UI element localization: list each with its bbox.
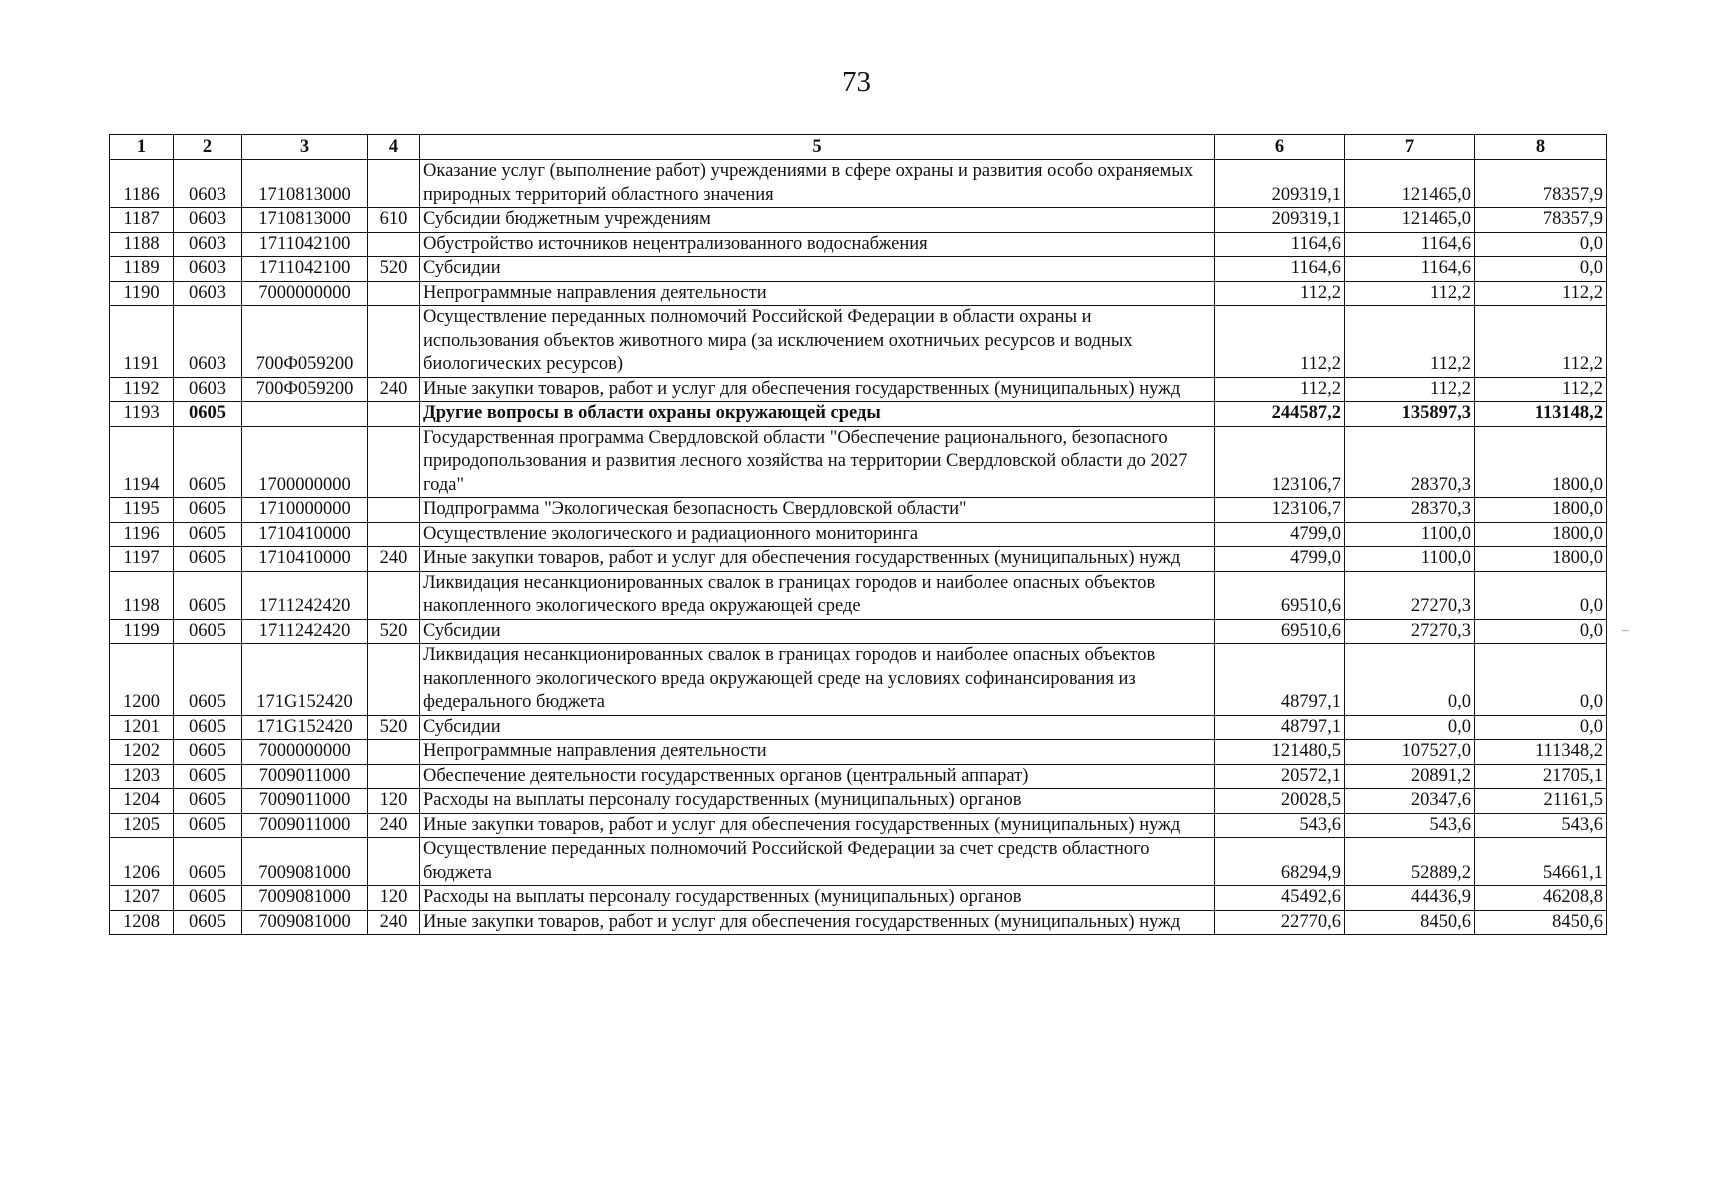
item-name-cell: Непрограммные направления деятельности: [420, 281, 1215, 306]
col-header-7: 7: [1345, 135, 1475, 160]
amount-col7-cell: 20347,6: [1345, 789, 1475, 814]
header-row: [110, 135, 1607, 160]
amount-col8-cell: 8450,6: [1475, 910, 1607, 935]
target-code-cell: 1710813000: [242, 160, 368, 208]
amount-col6-cell: 48797,1: [1215, 715, 1345, 740]
row-number-cell: 1202: [110, 740, 174, 765]
item-name-cell: Осуществление экологического и радиационного мониторинга: [420, 522, 1215, 547]
target-code-cell: 1700000000: [242, 426, 368, 498]
amount-col6-cell: 48797,1: [1215, 644, 1345, 716]
row-number-cell: 1187: [110, 208, 174, 233]
col-header-1: 1: [110, 135, 174, 160]
table-row: [110, 838, 1607, 886]
expense-type-cell: 610: [368, 208, 420, 233]
section-code-cell: 0605: [174, 402, 242, 427]
item-name-cell: Субсидии: [420, 715, 1215, 740]
amount-col6-cell: 112,2: [1215, 281, 1345, 306]
amount-col6-cell: 20572,1: [1215, 764, 1345, 789]
target-code-cell: 1711242420: [242, 571, 368, 619]
expense-type-cell: [368, 426, 420, 498]
item-name-cell: Обустройство источников нецентрализованного водоснабжения: [420, 232, 1215, 257]
item-name-cell: Другие вопросы в области охраны окружающей среды: [420, 402, 1215, 427]
row-number-cell: 1196: [110, 522, 174, 547]
row-number-cell: 1190: [110, 281, 174, 306]
table-row: [110, 789, 1607, 814]
amount-col6-cell: 123106,7: [1215, 498, 1345, 523]
item-name-cell: Субсидии: [420, 257, 1215, 282]
col-header-6: 6: [1215, 135, 1345, 160]
item-name-cell: Осуществление переданных полномочий Российской Федерации в области охраны и использования объектов животного мира (за исключением охотничьих ресурсов и водных биологических ресурсов): [420, 306, 1215, 378]
amount-col7-cell: 112,2: [1345, 281, 1475, 306]
target-code-cell: 1710410000: [242, 522, 368, 547]
table-row: [110, 910, 1607, 935]
section-code-cell: 0605: [174, 547, 242, 572]
row-number-cell: 1193: [110, 402, 174, 427]
amount-col8-cell: 0,0: [1475, 644, 1607, 716]
table-row: [110, 257, 1607, 282]
section-code-cell: 0603: [174, 257, 242, 282]
section-code-cell: 0605: [174, 644, 242, 716]
amount-col6-cell: 20028,5: [1215, 789, 1345, 814]
row-number-cell: 1186: [110, 160, 174, 208]
expense-type-cell: 520: [368, 619, 420, 644]
amount-col6-cell: 112,2: [1215, 377, 1345, 402]
amount-col6-cell: 121480,5: [1215, 740, 1345, 765]
expense-type-cell: [368, 160, 420, 208]
target-code-cell: 1710410000: [242, 547, 368, 572]
amount-col6-cell: 1164,6: [1215, 232, 1345, 257]
expense-type-cell: 240: [368, 377, 420, 402]
amount-col7-cell: 121465,0: [1345, 160, 1475, 208]
amount-col7-cell: 28370,3: [1345, 498, 1475, 523]
section-code-cell: 0605: [174, 813, 242, 838]
table-row: [110, 571, 1607, 619]
amount-col6-cell: 69510,6: [1215, 619, 1345, 644]
item-name-cell: Иные закупки товаров, работ и услуг для обеспечения государственных (муниципальных) нужд: [420, 910, 1215, 935]
section-code-cell: 0605: [174, 715, 242, 740]
amount-col8-cell: 0,0: [1475, 619, 1607, 644]
section-code-cell: 0605: [174, 571, 242, 619]
col-header-8: 8: [1475, 135, 1607, 160]
item-name-cell: Ликвидация несанкционированных свалок в границах городов и наиболее опасных объектов накопленного экологического вреда окружающей среде на условиях софинансирования из федерального бюджета: [420, 644, 1215, 716]
item-name-cell: Непрограммные направления деятельности: [420, 740, 1215, 765]
expense-type-cell: 120: [368, 886, 420, 911]
amount-col7-cell: 0,0: [1345, 644, 1475, 716]
amount-col7-cell: 1164,6: [1345, 257, 1475, 282]
amount-col6-cell: 1164,6: [1215, 257, 1345, 282]
row-number-cell: 1206: [110, 838, 174, 886]
target-code-cell: [242, 402, 368, 427]
amount-col6-cell: 112,2: [1215, 306, 1345, 378]
budget-table: [109, 134, 1607, 935]
section-code-cell: 0605: [174, 886, 242, 911]
expense-type-cell: [368, 740, 420, 765]
expense-type-cell: [368, 281, 420, 306]
section-code-cell: 0605: [174, 619, 242, 644]
expense-type-cell: [368, 498, 420, 523]
section-code-cell: 0605: [174, 740, 242, 765]
table-row: [110, 813, 1607, 838]
item-name-cell: Иные закупки товаров, работ и услуг для обеспечения государственных (муниципальных) нужд: [420, 377, 1215, 402]
table-row: [110, 886, 1607, 911]
target-code-cell: 7000000000: [242, 281, 368, 306]
expense-type-cell: [368, 838, 420, 886]
amount-col8-cell: 1800,0: [1475, 522, 1607, 547]
amount-col7-cell: 8450,6: [1345, 910, 1475, 935]
amount-col8-cell: 0,0: [1475, 232, 1607, 257]
target-code-cell: 1711042100: [242, 257, 368, 282]
amount-col8-cell: 78357,9: [1475, 160, 1607, 208]
target-code-cell: 7009081000: [242, 886, 368, 911]
row-number-cell: 1199: [110, 619, 174, 644]
target-code-cell: 7009011000: [242, 813, 368, 838]
amount-col8-cell: 111348,2: [1475, 740, 1607, 765]
table-row: [110, 740, 1607, 765]
expense-type-cell: [368, 522, 420, 547]
item-name-cell: Ликвидация несанкционированных свалок в границах городов и наиболее опасных объектов накопленного экологического вреда окружающей среде: [420, 571, 1215, 619]
item-name-cell: Субсидии: [420, 619, 1215, 644]
section-code-cell: 0605: [174, 789, 242, 814]
amount-col7-cell: 121465,0: [1345, 208, 1475, 233]
amount-col7-cell: 20891,2: [1345, 764, 1475, 789]
expense-type-cell: 240: [368, 910, 420, 935]
target-code-cell: 700Ф059200: [242, 306, 368, 378]
amount-col6-cell: 209319,1: [1215, 208, 1345, 233]
row-number-cell: 1200: [110, 644, 174, 716]
row-number-cell: 1205: [110, 813, 174, 838]
scan-mark: –: [1622, 622, 1629, 637]
section-code-cell: 0603: [174, 208, 242, 233]
target-code-cell: 171G152420: [242, 715, 368, 740]
amount-col8-cell: 1800,0: [1475, 547, 1607, 572]
amount-col8-cell: 543,6: [1475, 813, 1607, 838]
expense-type-cell: [368, 402, 420, 427]
table-row: [110, 715, 1607, 740]
target-code-cell: 1711042100: [242, 232, 368, 257]
section-code-cell: 0603: [174, 281, 242, 306]
target-code-cell: 700Ф059200: [242, 377, 368, 402]
expense-type-cell: [368, 571, 420, 619]
amount-col7-cell: 27270,3: [1345, 571, 1475, 619]
row-number-cell: 1194: [110, 426, 174, 498]
target-code-cell: 1711242420: [242, 619, 368, 644]
row-number-cell: 1203: [110, 764, 174, 789]
amount-col7-cell: 1164,6: [1345, 232, 1475, 257]
target-code-cell: 171G152420: [242, 644, 368, 716]
row-number-cell: 1188: [110, 232, 174, 257]
col-header-5: 5: [420, 135, 1215, 160]
amount-col8-cell: 112,2: [1475, 377, 1607, 402]
amount-col6-cell: 4799,0: [1215, 522, 1345, 547]
col-header-4: 4: [368, 135, 420, 160]
table-row: [110, 306, 1607, 378]
amount-col7-cell: 1100,0: [1345, 547, 1475, 572]
expense-type-cell: 240: [368, 547, 420, 572]
expense-type-cell: [368, 306, 420, 378]
amount-col7-cell: 44436,9: [1345, 886, 1475, 911]
amount-col6-cell: 4799,0: [1215, 547, 1345, 572]
section-code-cell: 0605: [174, 522, 242, 547]
row-number-cell: 1192: [110, 377, 174, 402]
section-code-cell: 0603: [174, 377, 242, 402]
table-row: [110, 232, 1607, 257]
item-name-cell: Расходы на выплаты персоналу государственных (муниципальных) органов: [420, 789, 1215, 814]
amount-col8-cell: 0,0: [1475, 571, 1607, 619]
amount-col8-cell: 46208,8: [1475, 886, 1607, 911]
target-code-cell: 7009011000: [242, 789, 368, 814]
item-name-cell: Иные закупки товаров, работ и услуг для обеспечения государственных (муниципальных) нужд: [420, 813, 1215, 838]
col-header-3: 3: [242, 135, 368, 160]
amount-col8-cell: 78357,9: [1475, 208, 1607, 233]
target-code-cell: 7000000000: [242, 740, 368, 765]
item-name-cell: Иные закупки товаров, работ и услуг для обеспечения государственных (муниципальных) нужд: [420, 547, 1215, 572]
amount-col7-cell: 135897,3: [1345, 402, 1475, 427]
amount-col8-cell: 112,2: [1475, 306, 1607, 378]
expense-type-cell: [368, 764, 420, 789]
amount-col6-cell: 123106,7: [1215, 426, 1345, 498]
table-row: [110, 764, 1607, 789]
amount-col6-cell: 22770,6: [1215, 910, 1345, 935]
table-row: [110, 426, 1607, 498]
row-number-cell: 1201: [110, 715, 174, 740]
amount-col7-cell: 112,2: [1345, 377, 1475, 402]
target-code-cell: 1710000000: [242, 498, 368, 523]
amount-col8-cell: 112,2: [1475, 281, 1607, 306]
expense-type-cell: 240: [368, 813, 420, 838]
table-body: [110, 160, 1607, 935]
expense-type-cell: 520: [368, 715, 420, 740]
row-number-cell: 1204: [110, 789, 174, 814]
amount-col7-cell: 112,2: [1345, 306, 1475, 378]
section-code-cell: 0603: [174, 232, 242, 257]
amount-col6-cell: 543,6: [1215, 813, 1345, 838]
target-code-cell: 7009011000: [242, 764, 368, 789]
target-code-cell: 7009081000: [242, 838, 368, 886]
section-code-cell: 0605: [174, 838, 242, 886]
item-name-cell: Осуществление переданных полномочий Российской Федерации за счет средств областного бюджета: [420, 838, 1215, 886]
section-code-cell: 0605: [174, 910, 242, 935]
amount-col7-cell: 543,6: [1345, 813, 1475, 838]
page-number: 73: [842, 66, 871, 98]
amount-col7-cell: 27270,3: [1345, 619, 1475, 644]
table-row: [110, 402, 1607, 427]
amount-col6-cell: 209319,1: [1215, 160, 1345, 208]
item-name-cell: Обеспечение деятельности государственных органов (центральный аппарат): [420, 764, 1215, 789]
item-name-cell: Оказание услуг (выполнение работ) учреждениями в сфере охраны и развития особо охраняемых природных территорий областного значения: [420, 160, 1215, 208]
table-row: [110, 377, 1607, 402]
table-row: [110, 498, 1607, 523]
item-name-cell: Подпрограмма "Экологическая безопасность Свердловской области": [420, 498, 1215, 523]
expense-type-cell: [368, 232, 420, 257]
row-number-cell: 1198: [110, 571, 174, 619]
amount-col7-cell: 28370,3: [1345, 426, 1475, 498]
row-number-cell: 1195: [110, 498, 174, 523]
amount-col8-cell: 113148,2: [1475, 402, 1607, 427]
amount-col6-cell: 69510,6: [1215, 571, 1345, 619]
col-header-2: 2: [174, 135, 242, 160]
amount-col6-cell: 244587,2: [1215, 402, 1345, 427]
amount-col8-cell: 21705,1: [1475, 764, 1607, 789]
table-row: [110, 208, 1607, 233]
row-number-cell: 1191: [110, 306, 174, 378]
section-code-cell: 0605: [174, 426, 242, 498]
item-name-cell: Государственная программа Свердловской области "Обеспечение рационального, безопасного природопользования и развития лесного хозяйства на территории Свердловской области до 2027 года": [420, 426, 1215, 498]
amount-col7-cell: 0,0: [1345, 715, 1475, 740]
row-number-cell: 1189: [110, 257, 174, 282]
target-code-cell: 1710813000: [242, 208, 368, 233]
section-code-cell: 0603: [174, 306, 242, 378]
table-row: [110, 160, 1607, 208]
amount-col7-cell: 107527,0: [1345, 740, 1475, 765]
amount-col8-cell: 21161,5: [1475, 789, 1607, 814]
row-number-cell: 1208: [110, 910, 174, 935]
table-row: [110, 644, 1607, 716]
amount-col6-cell: 68294,9: [1215, 838, 1345, 886]
expense-type-cell: [368, 644, 420, 716]
expense-type-cell: 120: [368, 789, 420, 814]
table-row: [110, 281, 1607, 306]
amount-col8-cell: 0,0: [1475, 715, 1607, 740]
amount-col6-cell: 45492,6: [1215, 886, 1345, 911]
section-code-cell: 0605: [174, 764, 242, 789]
expense-type-cell: 520: [368, 257, 420, 282]
section-code-cell: 0605: [174, 498, 242, 523]
row-number-cell: 1197: [110, 547, 174, 572]
amount-col8-cell: 54661,1: [1475, 838, 1607, 886]
amount-col7-cell: 52889,2: [1345, 838, 1475, 886]
item-name-cell: Расходы на выплаты персоналу государственных (муниципальных) органов: [420, 886, 1215, 911]
target-code-cell: 7009081000: [242, 910, 368, 935]
amount-col8-cell: 1800,0: [1475, 426, 1607, 498]
table-row: [110, 619, 1607, 644]
item-name-cell: Субсидии бюджетным учреждениям: [420, 208, 1215, 233]
amount-col8-cell: 0,0: [1475, 257, 1607, 282]
amount-col7-cell: 1100,0: [1345, 522, 1475, 547]
table-row: [110, 522, 1607, 547]
section-code-cell: 0603: [174, 160, 242, 208]
amount-col8-cell: 1800,0: [1475, 498, 1607, 523]
table-row: [110, 547, 1607, 572]
row-number-cell: 1207: [110, 886, 174, 911]
